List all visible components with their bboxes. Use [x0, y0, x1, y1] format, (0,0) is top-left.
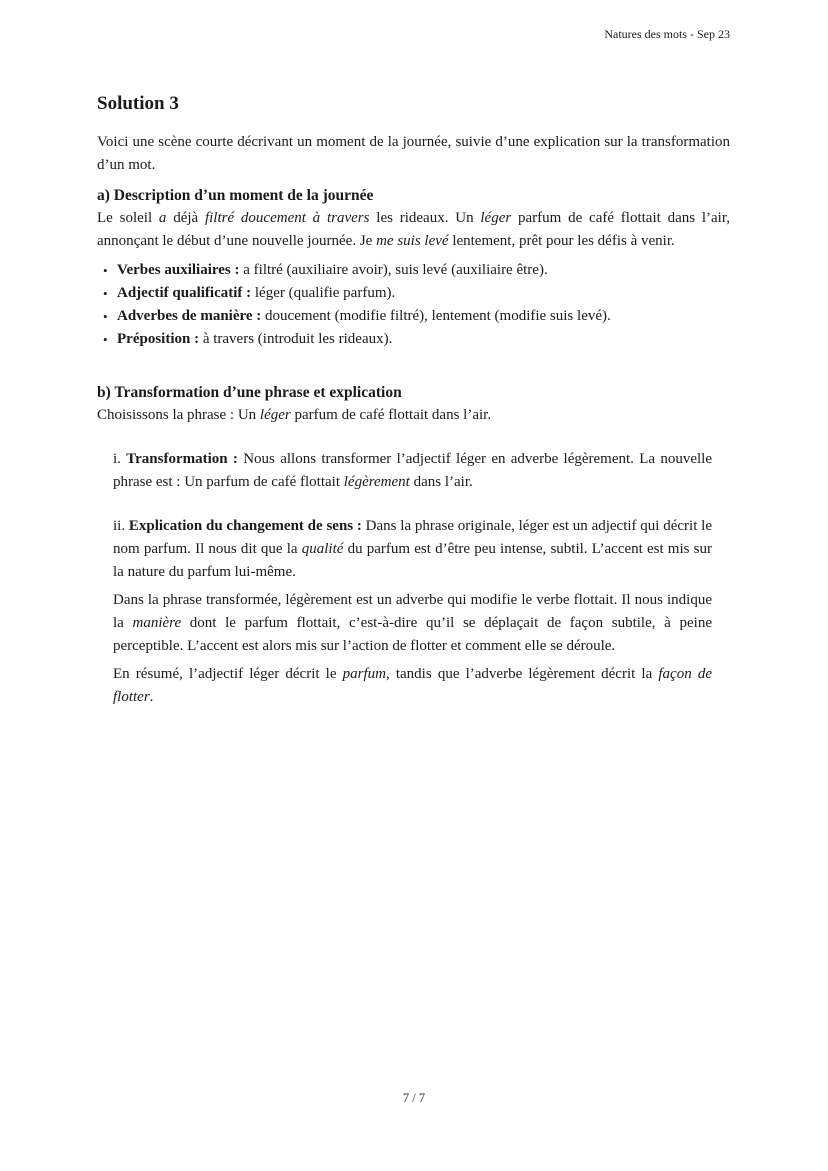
bullet-icon: •: [103, 263, 108, 278]
intro-paragraph: Voici une scène courte décrivant un moment de la journée, suivie d’une explication sur la transformation d’un mot.: [97, 134, 730, 173]
document-content: [97, 0, 730, 709]
bullet-icon: •: [103, 332, 108, 347]
section-b-heading: b) Transformation d’une phrase et explication: [97, 384, 402, 401]
item-i-transformation: i. Transformation : Nous allons transformer l’adjectif léger en adverbe légèrement. La nouvelle phrase est : Un parfum de café flottait légèrement dans l’air.: [113, 451, 712, 490]
item-ii-explication: ii. Explication du changement de sens : Dans la phrase originale, léger est un adjectif qui décrit le nom parfum. Il nous dit que la qualité du parfum est d’être peu intense, subtil. L’accent est mis sur la nature du parfum lui-même.: [113, 518, 712, 580]
bullet-icon: •: [103, 309, 108, 324]
paragraph-resume: En résumé, l’adjectif léger décrit le parfum, tandis que l’adverbe légèrement décrit la façon de flotter.: [113, 666, 713, 705]
running-header: Natures des mots - Sep 23: [604, 27, 730, 41]
section-a-paragraph: Le soleil a déjà filtré doucement à travers les rideaux. Un léger parfum de café flottait dans l’air, annonçant le début d’une nouvelle journée. Je me suis levé lentement, prêt pour les défis à venir.: [97, 210, 730, 249]
list-item-verbes-auxiliaires: [103, 259, 730, 282]
analysis-list: [97, 259, 730, 351]
list-item-text: Adverbes de manière : doucement (modifie filtré), lentement (modifie suis levé).: [117, 308, 611, 324]
section-a-heading: a) Description d’un moment de la journée: [97, 187, 374, 204]
list-item-text: Verbes auxiliaires : a filtré (auxiliaire avoir), suis levé (auxiliaire être).: [117, 262, 548, 278]
paragraph-phrase-transformee: Dans la phrase transformée, légèrement est un adverbe qui modifie le verbe flottait. Il nous indique la manière dont le parfum flottait, c’est-à-dire qu’il se déplaçait de façon subtile, à peine perceptible. L’accent est alors mis sur l’action de flotter et comment elle se déroule.: [113, 592, 712, 654]
page-number: 7 / 7: [402, 1091, 426, 1105]
list-item-preposition: [103, 328, 730, 351]
list-item-text: Préposition : à travers (introduit les rideaux).: [117, 331, 393, 347]
bullet-icon: •: [103, 286, 108, 301]
explanation-block: [113, 448, 712, 709]
section-b-intro: Choisissons la phrase : Un léger parfum de café flottait dans l’air.: [97, 407, 492, 423]
list-item-adjectif-qualificatif: [103, 282, 730, 305]
solution-title: Solution 3: [97, 93, 179, 114]
list-item-text: Adjectif qualificatif : léger (qualifie parfum).: [117, 285, 396, 301]
list-item-adverbes-de-maniere: [103, 305, 730, 328]
